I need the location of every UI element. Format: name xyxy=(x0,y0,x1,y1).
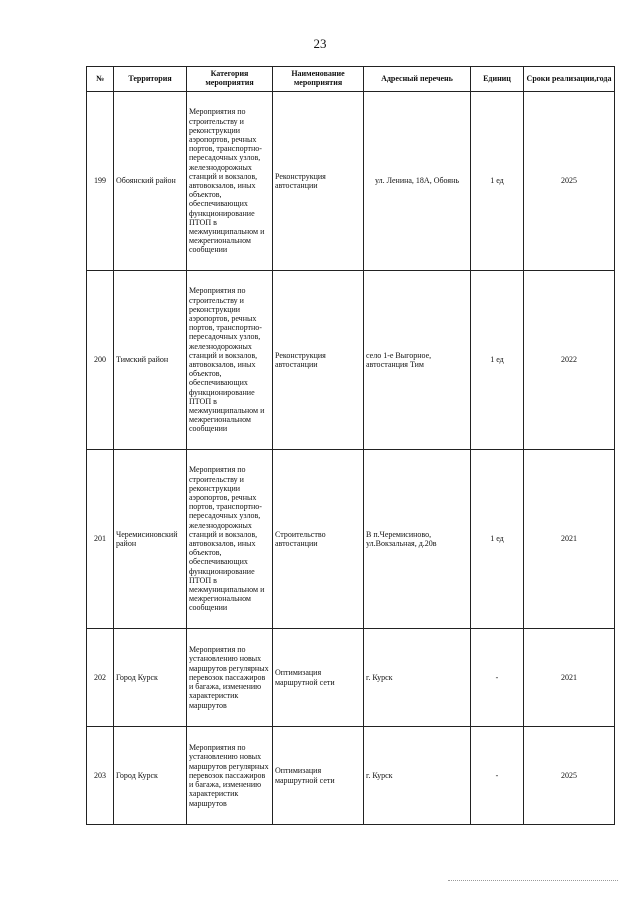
cell-units: 1 ед xyxy=(471,450,524,629)
cell-deadline: 2021 xyxy=(524,450,615,629)
page-number: 23 xyxy=(313,36,327,51)
cell-name: Реконструкция автостанции xyxy=(273,271,364,450)
cell-address: г. Курск xyxy=(364,727,471,825)
cell-units: 1 ед xyxy=(471,271,524,450)
cell-category: Мероприятия по строительству и реконструкции аэропортов, речных портов, транспортно-пересадочных узлов, железнодорожных станций и вокзалов, автовокзалов, иных объектов, обеспечивающих функционирование ПТОП в межмуниципальном и межрегиональном сообщении xyxy=(187,450,273,629)
cell-territory: Город Курск xyxy=(114,629,187,727)
cell-address: ул. Ленина, 18А, Обоянь xyxy=(364,92,471,271)
cell-deadline: 2021 xyxy=(524,629,615,727)
cell-territory: Обоянский район xyxy=(114,92,187,271)
header-num: № xyxy=(87,67,114,92)
cell-deadline: 2022 xyxy=(524,271,615,450)
header-address: Адресный перечень xyxy=(364,67,471,92)
table-row xyxy=(87,92,615,271)
header-deadline: Сроки реализации,года xyxy=(524,67,615,92)
cell-name: Оптимизация маршрутной сети xyxy=(273,727,364,825)
table-row xyxy=(87,629,615,727)
scan-artifact-line xyxy=(448,880,618,882)
cell-address: г. Курск xyxy=(364,629,471,727)
cell-category: Мероприятия по установлению новых маршрутов регулярных перевозок пассажиров и багажа, изменению характеристик маршрутов xyxy=(187,629,273,727)
cell-num: 202 xyxy=(87,629,114,727)
cell-num: 199 xyxy=(87,92,114,271)
cell-name: Реконструкция автостанции xyxy=(273,92,364,271)
cell-category: Мероприятия по строительству и реконструкции аэропортов, речных портов, транспортно-пересадочных узлов, железнодорожных станций и вокзалов, автовокзалов, иных объектов, обеспечивающих функционирование ПТОП в межмуниципальном и межрегиональном сообщении xyxy=(187,92,273,271)
header-name: Наименование мероприятия xyxy=(273,67,364,92)
cell-units: 1 ед xyxy=(471,92,524,271)
cell-address: В п.Черемисиново, ул.Вокзальная, д.20в xyxy=(364,450,471,629)
cell-deadline: 2025 xyxy=(524,92,615,271)
cell-territory: Черемисиновский район xyxy=(114,450,187,629)
cell-category: Мероприятия по строительству и реконструкции аэропортов, речных портов, транспортно-пересадочных узлов, железнодорожных станций и вокзалов, автовокзалов, иных объектов, обеспечивающих функционирование ПТОП в межмуниципальном и межрегиональном сообщении xyxy=(187,271,273,450)
cell-units: - xyxy=(471,629,524,727)
table-row xyxy=(87,727,615,825)
header-territory: Территория xyxy=(114,67,187,92)
cell-units: - xyxy=(471,727,524,825)
table-row xyxy=(87,271,615,450)
events-table xyxy=(86,66,615,825)
cell-territory: Тимский район xyxy=(114,271,187,450)
cell-name: Строительство автостанции xyxy=(273,450,364,629)
cell-deadline: 2025 xyxy=(524,727,615,825)
cell-territory: Город Курск xyxy=(114,727,187,825)
cell-address: село 1-е Выгорное, автостанция Тим xyxy=(364,271,471,450)
cell-num: 201 xyxy=(87,450,114,629)
cell-category: Мероприятия по установлению новых маршрутов регулярных перевозок пассажиров и багажа, изменению характеристик маршрутов xyxy=(187,727,273,825)
header-units: Единиц xyxy=(471,67,524,92)
table-header xyxy=(87,67,615,92)
header-category: Категория мероприятия xyxy=(187,67,273,92)
cell-num: 203 xyxy=(87,727,114,825)
cell-name: Оптимизация маршрутной сети xyxy=(273,629,364,727)
cell-num: 200 xyxy=(87,271,114,450)
table-row xyxy=(87,450,615,629)
